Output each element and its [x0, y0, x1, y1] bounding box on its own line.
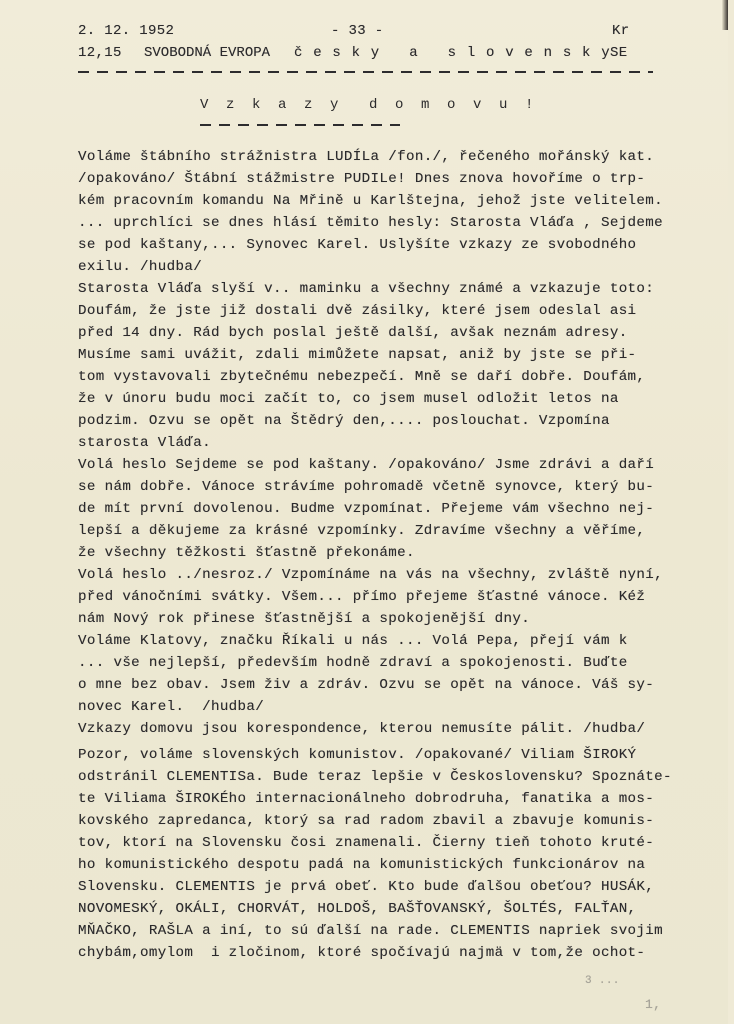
- body-line: tov, ktorí na Slovensku čosi znamenali. Čierny tieň tohoto kruté-: [78, 835, 655, 851]
- body-line: chybám,omylom i zločinom, ktoré spočívajú najmä v tom,že ochot-: [78, 945, 646, 961]
- body-line: před 14 dny. Rád bych poslal ještě další, avšak neznám adresy.: [78, 325, 628, 341]
- header-divider: [78, 71, 653, 73]
- section-title: V z k a z y d o m o v u !: [200, 97, 539, 113]
- body-line: Doufám, že jste již dostali dvě zásilky, které jsem odeslal asi: [78, 303, 637, 319]
- body-line: te Viliama ŠIROKÉho internacionálneho dobrodruha, fanatika a mos-: [78, 791, 655, 807]
- header-time: 12,15: [78, 45, 122, 61]
- footer-mark: 3 ...: [585, 975, 620, 987]
- body-line: Musíme sami uvážit, zdali mimůžete napsat, aniž by jste se při-: [78, 347, 637, 363]
- header-language: č e s k y a s l o v e n s k y: [294, 45, 611, 61]
- body-line: novec Karel. /hudba/: [78, 699, 265, 715]
- body-line: Voláme Klatovy, značku Říkali u nás ... Volá Pepa, přejí vám k: [78, 633, 628, 649]
- page-edge-shadow: [722, 0, 728, 30]
- body-line: exilu. /hudba/: [78, 259, 203, 275]
- body-line: kém pracovním komandu Na Mřině u Karlštejna, jehož jste velitelem.: [78, 193, 664, 209]
- header-initials: Kr: [612, 23, 630, 39]
- body-line: tom vystavovali zbytečnému nebezpečí. Mně se daří dobře. Doufám,: [78, 369, 646, 385]
- body-line: o mne bez obav. Jsem živ a zdráv. Ozvu se opět na vánoce. Váš sy-: [78, 677, 655, 693]
- footer-mark: 1,: [645, 997, 662, 1012]
- body-line: ho komunistického despotu padá na komunistických funkcionárov na: [78, 857, 646, 873]
- body-line: /opakováno/ Štábní stážmistre PUDILe! Dnes znova hovoříme o trp-: [78, 171, 646, 187]
- body-line: kovského zapredanca, ktorý sa rad radom zbavil a zbavuje komunis-: [78, 813, 655, 829]
- body-line: se pod kaštany,... Synovec Karel. Uslyšíte vzkazy ze svobodného: [78, 237, 637, 253]
- header-code: SE: [610, 45, 628, 61]
- body-line: před vánočními svátky. Všem... přímo přejeme šťastné vánoce. Kéž: [78, 589, 646, 605]
- body-line: ... vše nejlepší, především hodně zdraví a spokojenosti. Buďte: [78, 655, 628, 671]
- body-line: že všechny těžkosti šťastně překonáme.: [78, 545, 415, 561]
- body-line: se nám dobře. Vánoce strávíme pohromadě včetně synovce, který bu-: [78, 479, 655, 495]
- body-line: ... uprchlíci se dnes hlásí těmito hesly: Starosta Vláďa , Sejdeme: [78, 215, 664, 231]
- header-page-number: - 33 -: [331, 23, 384, 39]
- header-date: 2. 12. 1952: [78, 23, 175, 39]
- body-line: že v únoru budu moci začít to, co jsem musel odložit letos na: [78, 391, 619, 407]
- body-line: lepší a děkujeme za krásné vzpomínky. Zdravíme všechny a věříme,: [78, 523, 646, 539]
- body-line: Vzkazy domovu jsou korespondence, kterou nemusíte pálit. /hudba/: [78, 721, 646, 737]
- header-station: SVOBODNÁ EVROPA: [144, 45, 271, 61]
- body-line: podzim. Ozvu se opět na Štědrý den,.... poslouchat. Vzpomína: [78, 413, 610, 429]
- body-line: Slovensku. CLEMENTIS je prvá obeť. Kto bude ďalšou obeťou? HUSÁK,: [78, 879, 655, 895]
- body-line: nám Nový rok přinese šťastnější a spokojenější dny.: [78, 611, 531, 627]
- body-line: Volá heslo Sejdeme se pod kaštany. /opakováno/ Jsme zdrávi a daří: [78, 457, 655, 473]
- body-line: odstránil CLEMENTISa. Bude teraz lepšie v Československu? Spoznáte-: [78, 769, 672, 785]
- body-line: Volá heslo ../nesroz./ Vzpomínáme na vás na všechny, zvláště nyní,: [78, 567, 664, 583]
- body-line: Voláme štábního strážnistra LUDÍLa /fon./, řečeného mořánský kat.: [78, 149, 655, 165]
- body-line: NOVOMESKÝ, OKÁLI, CHORVÁT, HOLDOŠ, BAŠŤOVANSKÝ, ŠOLTÉS, FALŤAN,: [78, 901, 637, 917]
- body-line: starosta Vláďa.: [78, 435, 211, 451]
- title-underline: [200, 124, 400, 126]
- body-line: Starosta Vláďa slyší v.. maminku a všechny známé a vzkazuje toto:: [78, 281, 655, 297]
- body-line: Pozor, voláme slovenských komunistov. /opakované/ Viliam ŠIROKÝ: [78, 747, 637, 763]
- body-line: de mít první dovolenou. Budme vzpomínat. Přejeme vám všechno nej-: [78, 501, 655, 517]
- body-line: MŇAČKO, RAŠLA a iní, to sú ďalší na rade. CLEMENTIS napriek svojim: [78, 923, 664, 939]
